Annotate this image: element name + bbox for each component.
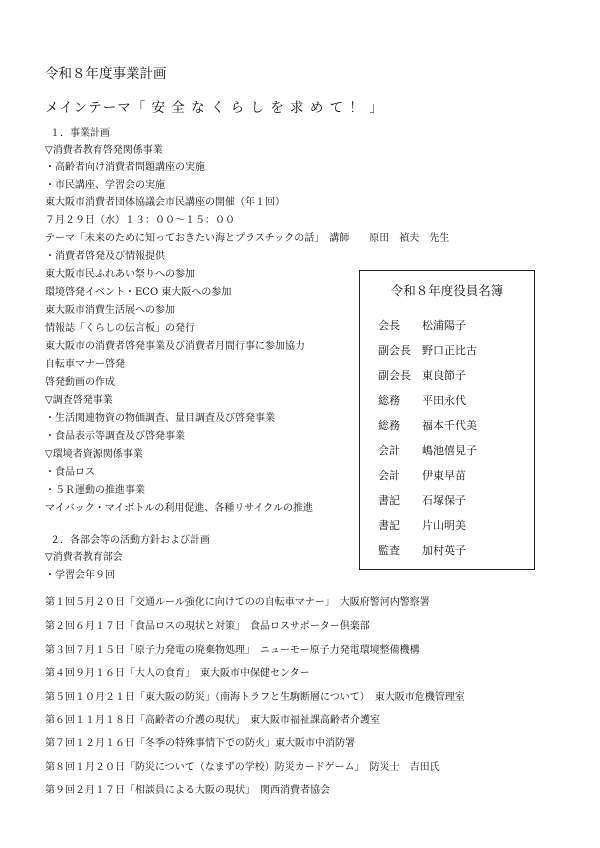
text-line: 東大阪市民ふれあい祭りへの参加 (45, 269, 195, 280)
text-line: ・高齢者向け消費者問題講座の実施 (45, 162, 205, 173)
officer-name: 平田永代 (422, 394, 466, 407)
officer-name: 福本千代美 (422, 419, 477, 432)
officer-role: 総務 (378, 394, 400, 407)
text-line: 東大阪市消費者団体協議会市民講座の開催（年１回） (45, 197, 285, 208)
text-line: 第８回１月２０日「防災について（なまずの学校）防災カードゲーム」 防災士 吉田氏 (45, 762, 440, 773)
text-line: ７月２９日（水）１３：００～１５：００ (45, 215, 235, 226)
officer-row (378, 467, 466, 483)
officer-role: 総務 (378, 419, 400, 432)
text-line: ▽消費者教育部会 (45, 552, 123, 563)
text-line: 第２回６月１７日「食品ロスの現状と対策」 食品ロスサポーター倶楽部 (45, 621, 370, 632)
text-line: ・食品ロス (45, 467, 95, 478)
text-line: 第５回１０月２１日「東大阪の防災」（南海トラフと生駒断層について） 東大阪市危機管理室 (45, 692, 465, 703)
text-line: ・市民講座、学習会の実施 (45, 180, 165, 191)
text-line: ▽調査啓発事業 (45, 395, 113, 406)
officer-role: 副会長 (378, 369, 411, 382)
text-line: 第９回２月１７日「相談員による大阪の現状」 関西消費者協会 (45, 785, 330, 796)
officer-roster-title: 令和８年度役員名簿 (390, 283, 504, 298)
text-line: ・生活関連物資の物価調査、量目調査及び啓発事業 (45, 413, 275, 424)
officer-roster-box (359, 270, 535, 570)
text-line: 第４回９月１６日「大人の食育」 東大阪市中保健センター (45, 668, 310, 679)
officer-row (378, 517, 466, 533)
officer-row (378, 417, 477, 433)
text-line: 東大阪市消費生活展への参加 (45, 305, 175, 316)
officer-role: 会計 (378, 444, 400, 457)
officer-row (378, 442, 477, 458)
main-theme: メインテーマ「 安 全 な く ら し を 求 め て ！ 」 (45, 100, 384, 116)
text-line: ▽環境者資源関係事業 (45, 449, 143, 460)
officer-role: 会計 (378, 469, 400, 482)
text-line: 第３回７月１５日「原子力発電の廃棄物処理」 ニューモー原子力発電環境整備機構 (45, 645, 420, 656)
text-line: ・消費者啓発及び情報提供 (45, 251, 165, 262)
officer-name: 嶋池僖見子 (422, 444, 477, 457)
text-line: マイバック・マイボトルの利用促進、各種リサイクルの推進 (45, 503, 313, 514)
text-line: 第１回５月２０日「交通ルール強化に向けてのの自転車マナー」 大阪府警河内警察署 (45, 597, 430, 608)
officer-name: 野口正比古 (422, 344, 477, 357)
officer-role: 書記 (378, 519, 400, 532)
text-line: 情報誌「くらしの伝言板」の発行 (45, 323, 195, 334)
officer-row (378, 342, 477, 358)
text-line: ・食品表示等調査及び啓発事業 (45, 431, 185, 442)
text-line: 第７回１２月１６日「冬季の特殊事情下での防火」東大阪市中消防署 (45, 738, 355, 749)
officer-name: 松浦陽子 (422, 319, 466, 332)
text-line: 第６回１１月１８日「高齢者の介護の現状」 東大阪市福祉課高齢者介護室 (45, 715, 380, 726)
text-line: ・５Ｒ運動の推進事業 (45, 485, 145, 496)
text-line: 東大阪市の消費者啓発事業及び消費者月間行事に参加協力 (45, 341, 305, 352)
officer-name: 伊東早苗 (422, 469, 466, 482)
officer-row (378, 392, 466, 408)
text-line: ▽消費者教育啓発関係事業 (45, 145, 163, 156)
officer-name: 片山明美 (422, 519, 466, 532)
text-line: テーマ「未来のために知っておきたい海とプラスチックの話」 講師 原田 禎夫 先生 (45, 233, 450, 244)
text-line: 啓発動画の作成 (45, 377, 115, 388)
section-heading: １．事業計画 (50, 128, 110, 139)
page-title: 令和８年度事業計画 (45, 66, 167, 82)
text-line: 環境啓発イベント・ECO 東大阪への参加 (45, 287, 232, 298)
text-line: ・学習会年９回 (45, 570, 115, 581)
officer-name: 加村英子 (422, 544, 466, 557)
officer-row (378, 492, 466, 508)
officer-row (378, 317, 466, 333)
text-line: 自転車マナー啓発 (45, 359, 125, 370)
officer-name: 石塚保子 (422, 494, 466, 507)
officer-name: 東良節子 (422, 369, 466, 382)
officer-row (378, 367, 466, 383)
officer-role: 書記 (378, 494, 400, 507)
officer-role: 監査 (378, 544, 400, 557)
section-heading: ２．各部会等の活動方針および計画 (50, 535, 210, 546)
officer-role: 副会長 (378, 344, 411, 357)
officer-role: 会長 (378, 319, 400, 332)
officer-row (378, 542, 466, 558)
